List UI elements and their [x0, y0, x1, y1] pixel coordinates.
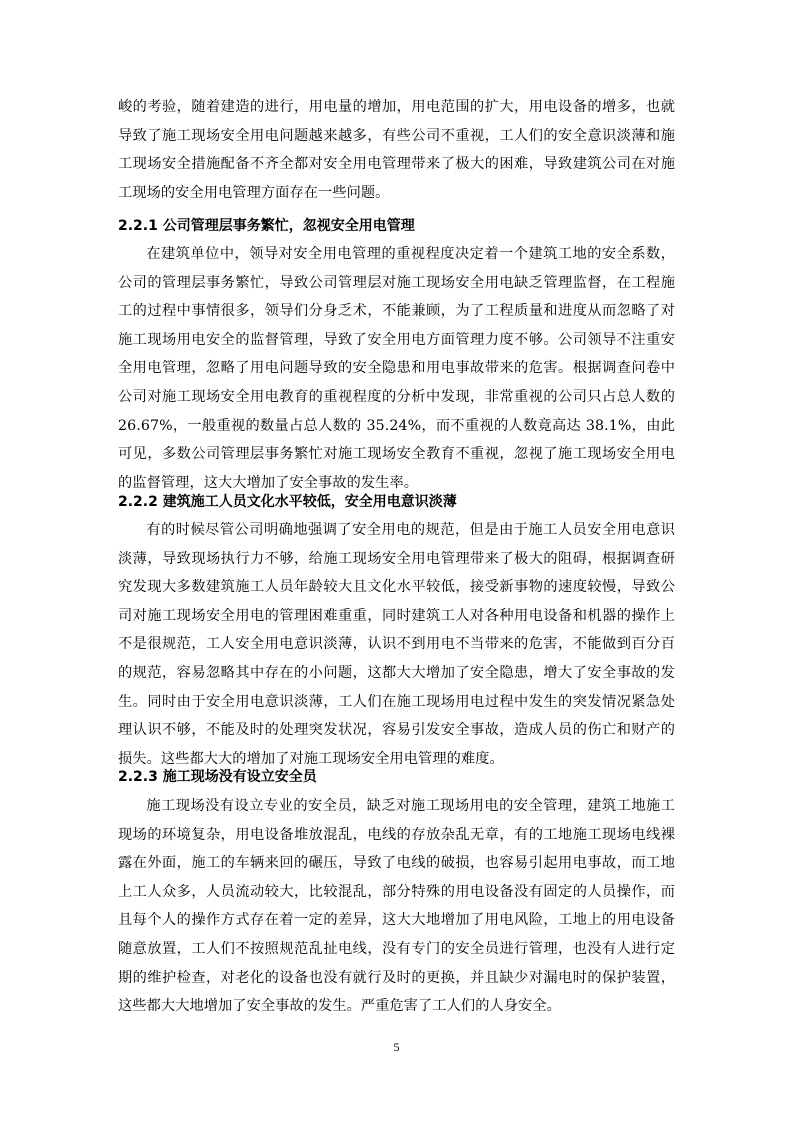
paragraph-intro-continued: 峻的考验，随着建造的进行，用电量的增加，用电范围的扩大，用电设备的增多，也就导致了施工现场安全用电问题越来越多，有些公司不重视，工人们的安全意识淡薄和施工现场安全措施配备不齐全都对安全用电管理带来了极大的困难，导致建筑公司在对施工现场的安全用电管理方面存在一些问题。	[118, 99, 675, 201]
paragraph-management-busy: 在建筑单位中，领导对安全用电管理的重视程度决定着一个建筑工地的安全系数，公司的管理层事务繁忙，导致公司管理层对施工现场安全用电缺乏管理监督，在工程施工的过程中事情很多，领导们分身乏术，不能兼顾，为了工程质量和进度从而忽略了对施工现场用电安全的监督管理，导致了安全用电方面管理力度不够。公司领导不注重安全用电管理，忽略了用电问题导致的安全隐患和用电事故带来的危害。根据调查问卷中公司对施工现场安全用电教育的重视程度的分析中发现，非常重视的公司只占总人数的 26.67%，一般重视的数量占总人数的 35.24%，而不重视的人数竟高达 38.1%，由此可见，多数公司管理层事务繁忙对施工现场安全教育不重视，忽视了施工现场安全用电的监督管理，这大大增加了安全事故的发生率。	[118, 246, 675, 491]
section-heading-2-2-2: 2.2.2 建筑施工人员文化水平较低，安全用电意识淡薄	[118, 494, 457, 510]
paragraph-no-safety-officer: 施工现场没有设立专业的安全员，缺乏对施工现场用电的安全管理，建筑工地施工现场的环境复杂，用电设备堆放混乱，电线的存放杂乱无章，有的工地施工现场电线裸露在外面，施工的车辆来回的碾压，导致了电线的破损，也容易引起用电事故，而工地上工人众多，人员流动较大，比较混乱，部分特殊的用电设备没有固定的人员操作，而且每个人的操作方式存在着一定的差异，这大大地增加了用电风险，工地上的用电设备随意放置，工人们不按照规范乱扯电线，没有专门的安全员进行管理，也没有人进行定期的维护检查，对老化的设备也没有就行及时的更换，并且缺少对漏电时的保护装置，这些都大大地增加了安全事故的发生。严重危害了工人们的人身安全。	[118, 798, 675, 1015]
section-heading-2-2-1: 2.2.1 公司管理层事务繁忙，忽视安全用电管理	[118, 218, 415, 234]
paragraph-worker-awareness: 有的时候尽管公司明确地强调了安全用电的规范，但是由于施工人员安全用电意识淡薄，导致现场执行力不够，给施工现场安全用电管理带来了极大的阻碍，根据调查研究发现大多数建筑施工人员年龄较大且文化水平较低，接受新事物的速度较慢，导致公司对施工现场安全用电的管理困难重重，同时建筑工人对各种用电设备和机器的操作上不是很规范，工人安全用电意识淡薄，认识不到用电不当带来的危害，不能做到百分百的规范，容易忽略其中存在的小问题，这都大大增加了安全隐患，增大了安全事故的发生。同时由于安全用电意识淡薄，工人们在施工现场用电过程中发生的突发情况紧急处理认识不够，不能及时的处理突发状况，容易引发安全事故，造成人员的伤亡和财产的损失。这些都大大的增加了对施工现场安全用电管理的难度。	[118, 522, 675, 767]
page-number: 5	[393, 1040, 400, 1054]
section-heading-2-2-3: 2.2.3 施工现场没有设立安全员	[118, 769, 317, 785]
